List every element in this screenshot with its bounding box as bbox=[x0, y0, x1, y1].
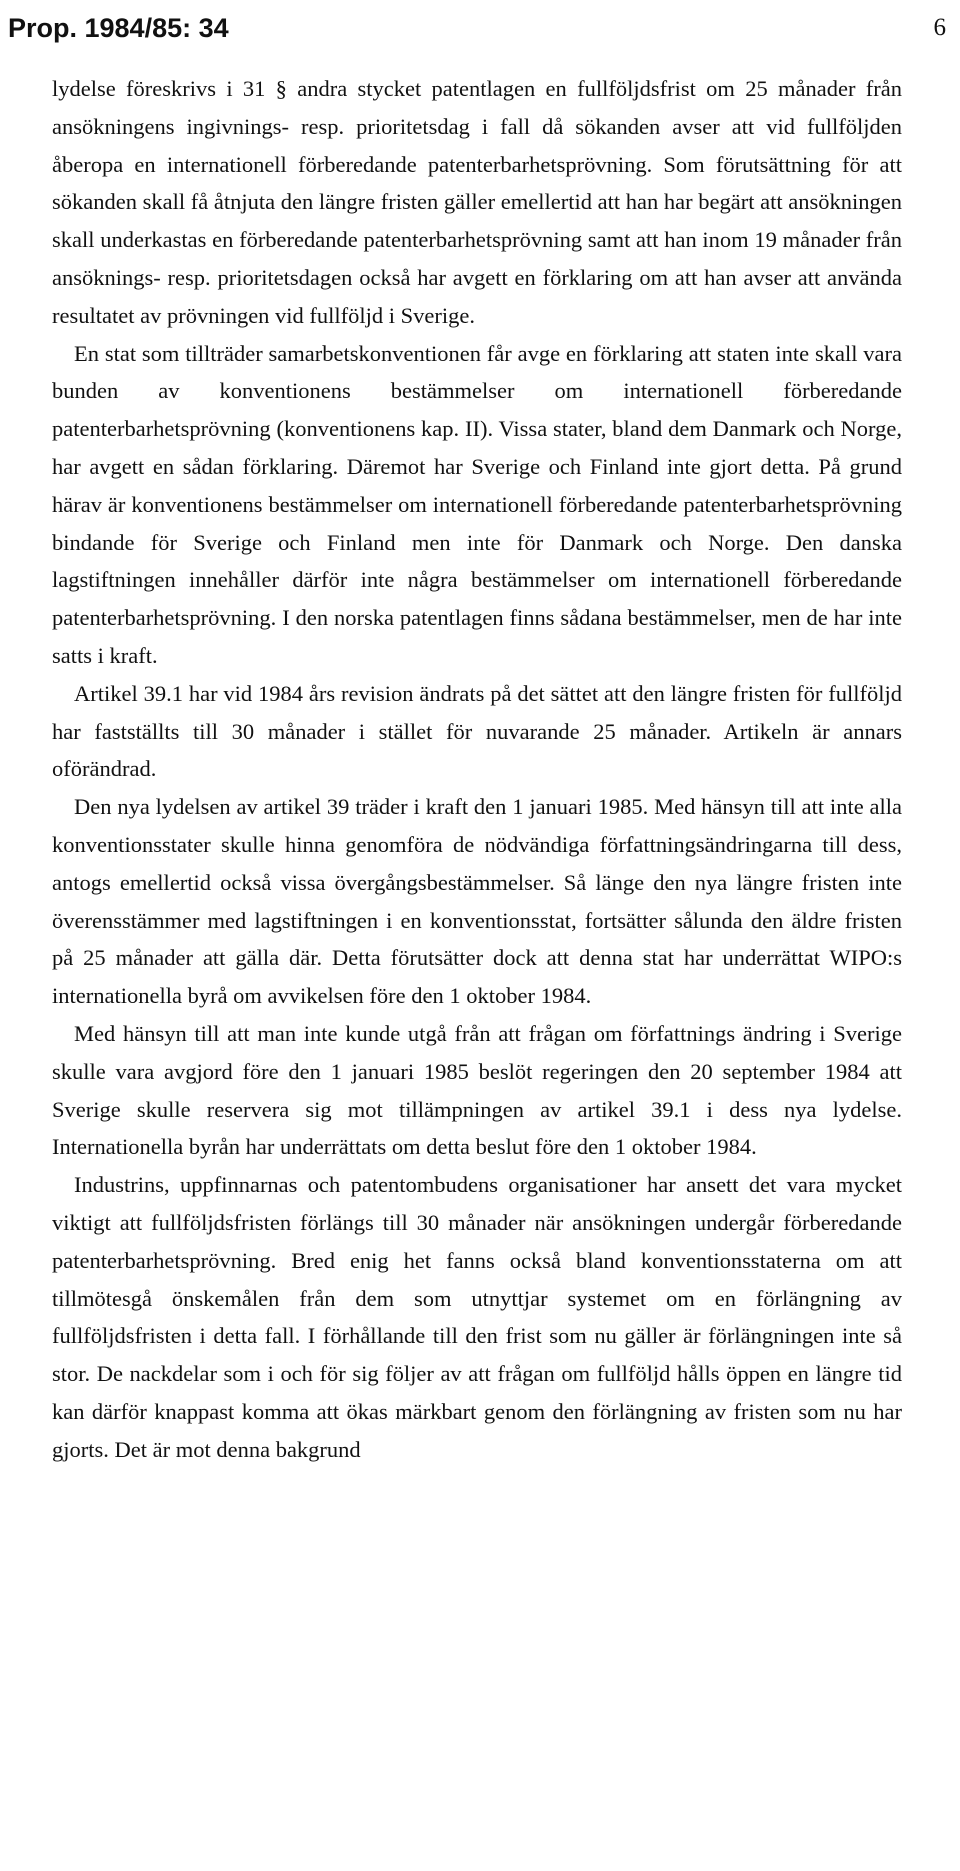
paragraph-1: lydelse föreskrivs i 31 § andra stycket patentlagen en fullföljdsfrist om 25 månader från ansökningens ingivnings- resp. prioritetsdag i fall då sökanden avser att vid fullföljden åberopa en internationell förberedande patenterbarhetsprövning. Som förutsättning för att sökanden skall få åtnjuta den längre fristen gäller emellertid att han har begärt att ansökningen skall underkastas en förberedande patenterbarhetsprövning samt att han inom 19 månader från ansöknings- resp. prioritetsdagen också har avgett en förklaring om att han avser att använda resultatet av prövningen vid fullföljd i Sverige. bbox=[52, 76, 902, 328]
running-header bbox=[8, 8, 946, 52]
paragraph-5: Med hänsyn till att man inte kunde utgå från att frågan om författnings ändring i Sverige skulle vara avgjord före den 1 januari 1985 beslöt regeringen den 20 september 1984 att Sverige skulle reservera sig mot tillämpningen av artikel 39.1 i dess nya lydelse. Internationella byrån har underrättats om detta beslut före den 1 oktober 1984. bbox=[52, 1020, 902, 1160]
paragraph-4: Den nya lydelsen av artikel 39 träder i kraft den 1 januari 1985. Med hänsyn till att inte alla konventionsstater skulle hinna genomföra de nödvändiga författningsändringarna till dess, antogs emellertid också vissa övergångsbestämmelser. Så länge den nya längre fristen inte överensstämmer med lagstiftningen i en konventionsstat, fortsätter sålunda den äldre fristen på 25 månader att gälla där. Detta förutsätter dock att denna stat har underrättat WIPO:s internationella byrå om avvikelsen före den 1 oktober 1984. bbox=[52, 794, 902, 1009]
page-number: 6 bbox=[933, 14, 946, 41]
paragraph-6: Industrins, uppfinnarnas och patentombudens organisationer har ansett det vara mycket viktigt att fullföljdsfristen förlängs till 30 månader när ansökningen undergår förberedande patenterbarhetsprövning. Bred enig het fanns också bland konventionsstaterna om att tillmötesgå önskemålen från dem som utnyttjar systemet om en förlängning av fullföljdsfristen i detta fall. I förhållande till den frist som nu gäller är förlängningen inte så stor. De nackdelar som i och för sig följer av att frågan om fullföljd hålls öppen en längre tid kan därför knappast komma att ökas märkbart genom den förlängning av fristen som nu har gjorts. Det är mot denna bakgrund bbox=[52, 1172, 902, 1462]
body-text bbox=[52, 70, 902, 1468]
paragraph-2: En stat som tillträder samarbetskonventionen får avge en förklaring att staten inte skall vara bunden av konventionens bestämmelser om internationell förberedande patenterbarhetsprövning (konventionens kap. II). Vissa stater, bland dem Danmark och Norge, har avgett en sådan förklaring. Däremot har Sverige och Finland inte gjort detta. På grund härav är konventionens bestämmelser om internationell förberedande patenterbarhetsprövning bindande för Sverige och Finland men inte för Danmark och Norge. Den danska lagstiftningen innehåller därför inte några bestämmelser om internationell förberedande patenterbarhetsprövning. I den norska patentlagen finns sådana bestämmelser, men de har inte satts i kraft. bbox=[52, 340, 902, 668]
document-title: Prop. 1984/85: 34 bbox=[8, 13, 229, 43]
paragraph-3: Artikel 39.1 har vid 1984 års revision ändrats på det sättet att den längre fristen för fullföljd har fastställts till 30 månader i stället för nuvarande 25 månader. Artikeln är annars oförändrad. bbox=[52, 680, 902, 782]
